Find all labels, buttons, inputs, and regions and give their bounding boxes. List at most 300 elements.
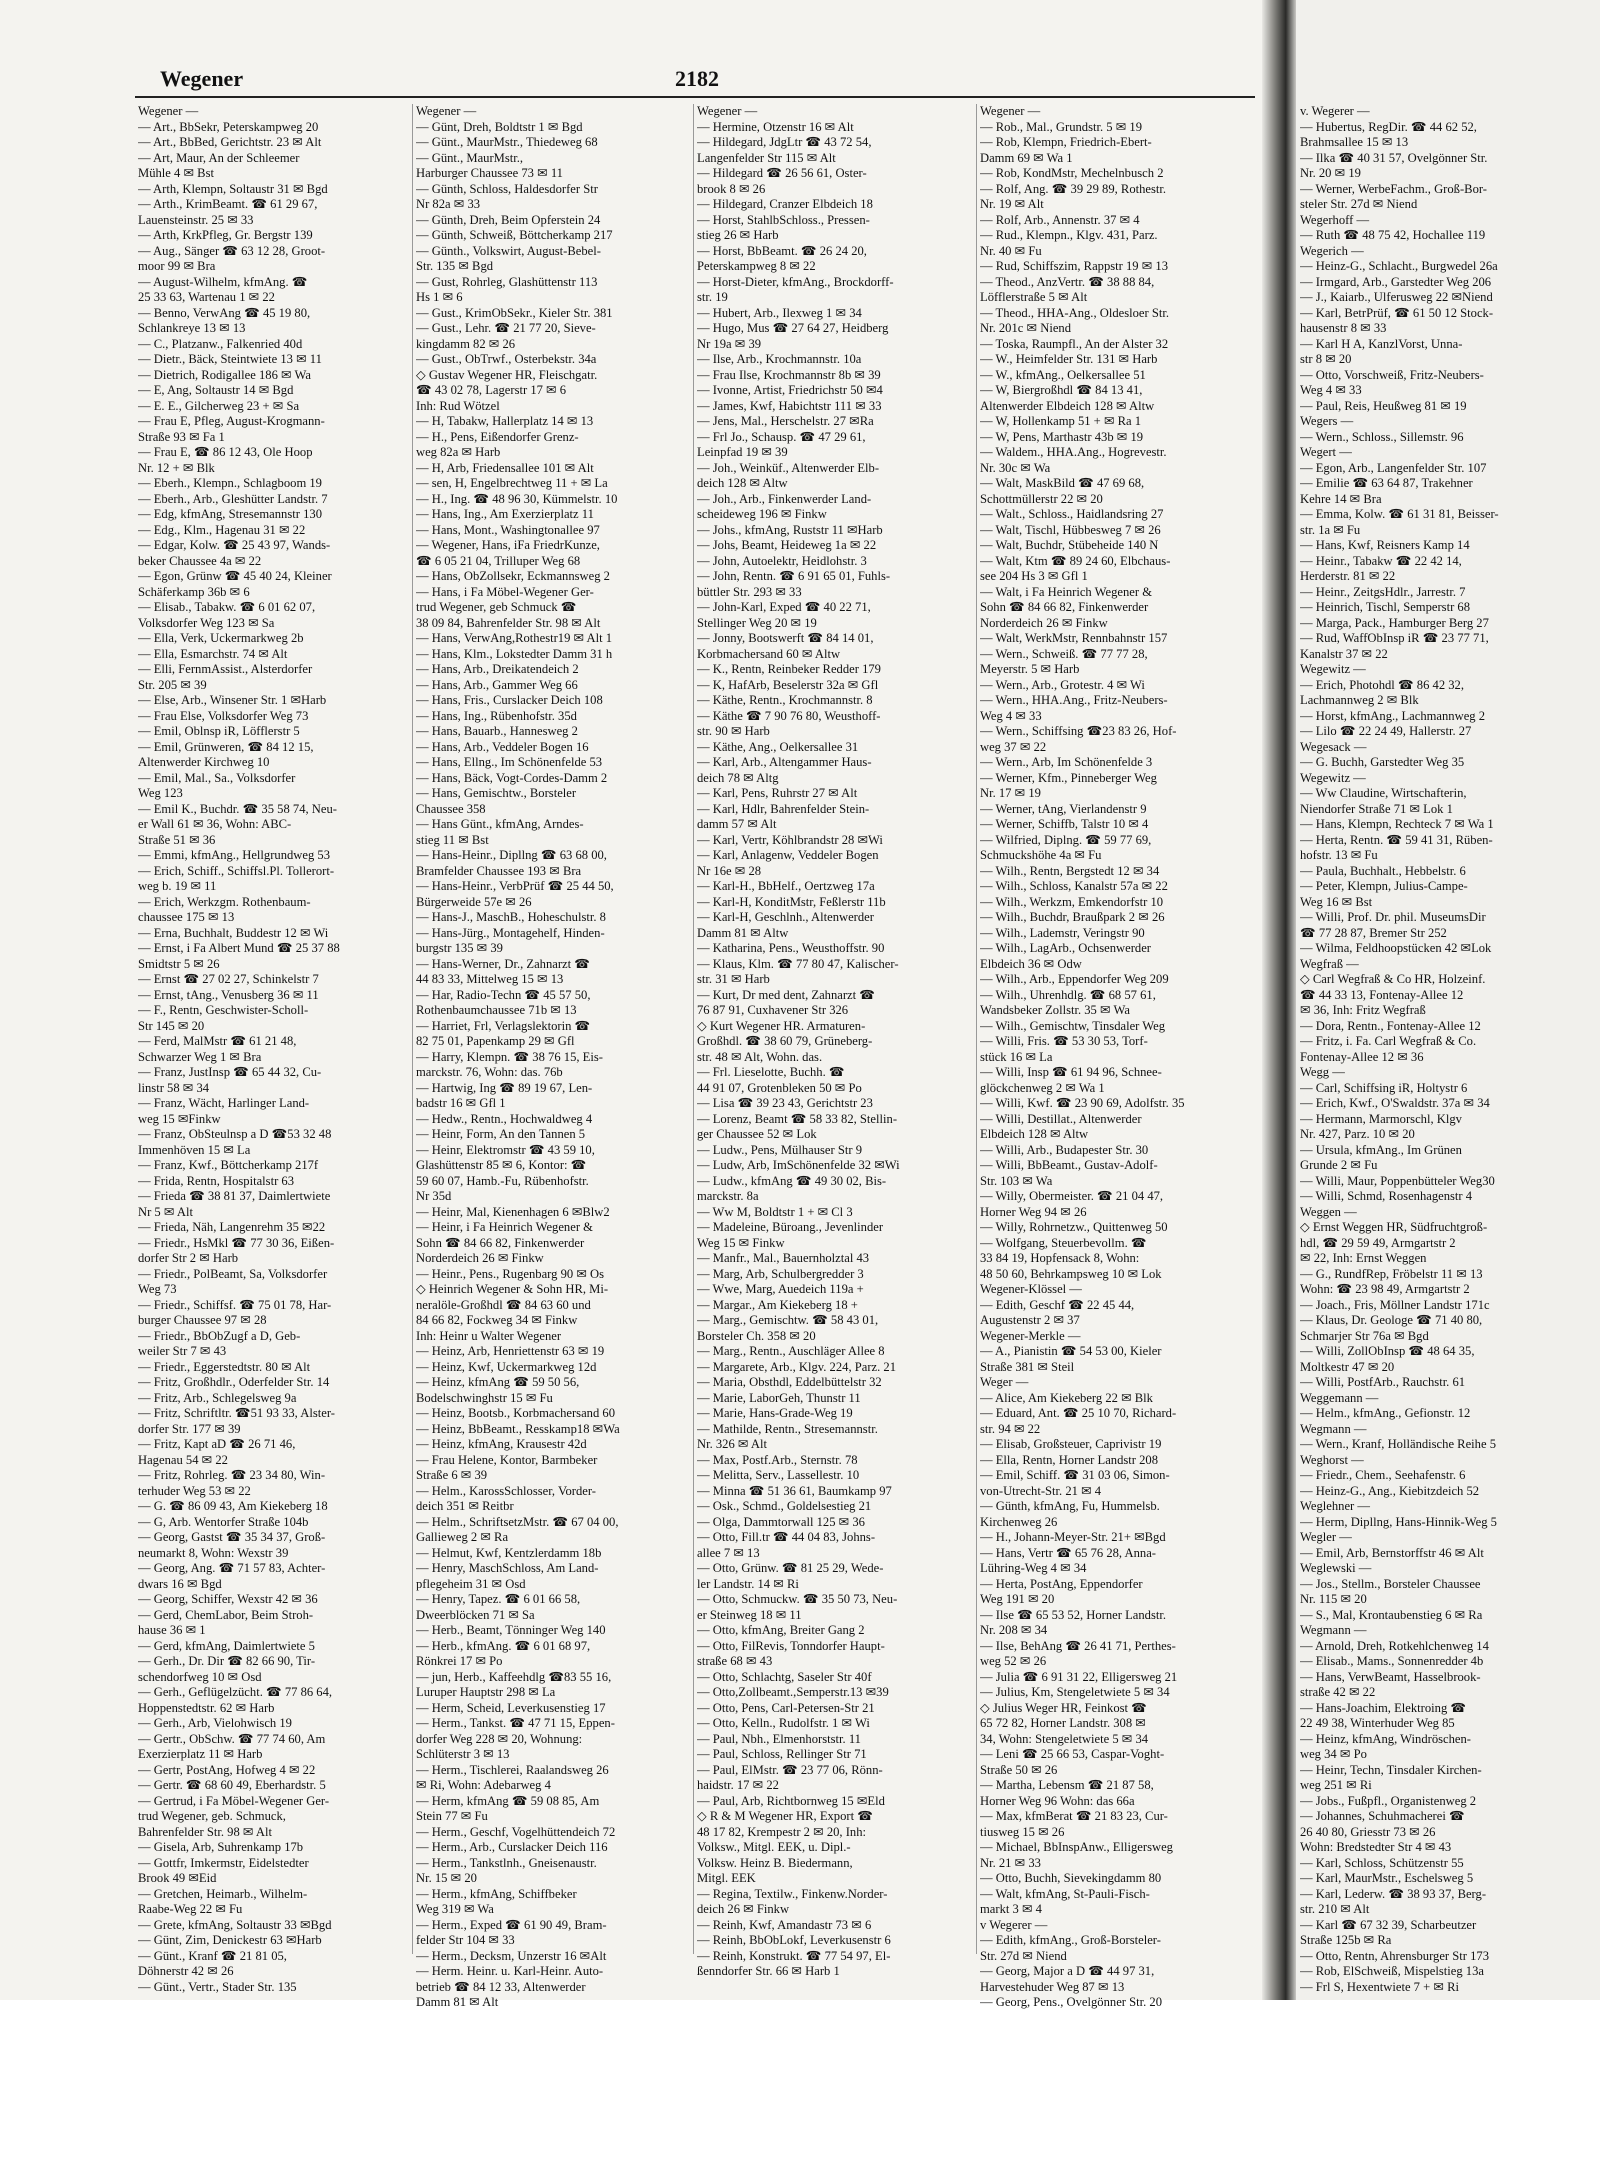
directory-column-1: [138, 104, 408, 1995]
directory-entry-line: — Hans, Vertr ☎ 65 76 28, Anna-: [980, 1545, 1157, 1560]
directory-entry-line: haidstr. 17 ✉ 22: [697, 1778, 779, 1792]
directory-entry-line: ☎ 44 33 13, Fontenay-Allee 12: [1300, 987, 1464, 1002]
directory-entry-line: — Joach., Fris, Möllner Landstr 171c: [1300, 1297, 1490, 1312]
directory-entry-line: Niendorfer Straße 71 ✉ Lok 1: [1300, 801, 1453, 816]
directory-entry-line: — Gertr. ☎ 68 60 49, Eberhardstr. 5: [138, 1778, 326, 1792]
directory-entry-line: — Elisab., Mams., Sonnenredder 4b: [1300, 1654, 1484, 1668]
directory-entry-line: 44 83 33, Mittelweg 15 ✉ 13: [416, 972, 564, 986]
directory-entry-line: linstr 58 ✉ 34: [138, 1080, 210, 1095]
directory-entry-line: — Franz, JustInsp ☎ 65 44 32, Cu-: [138, 1065, 322, 1079]
directory-entry-line: — Friedr., PolBeamt, Sa, Volksdorfer: [138, 1266, 328, 1281]
directory-entry-line: — Reinh, Kwf, Amandastr 73 ✉ 6: [697, 1917, 872, 1932]
directory-entry-line: ◇ Carl Wegfraß & Co HR, Holzeinf.: [1300, 972, 1486, 986]
directory-entry-line: — Heinz, Arb, Henriettenstr 63 ✉ 19: [416, 1344, 605, 1358]
header-rule: [135, 96, 1255, 98]
directory-entry-line: Lachmannweg 2 ✉ Blk: [1300, 693, 1419, 707]
directory-entry-line: — G, Arb. Wentorfer Straße 104b: [138, 1514, 309, 1529]
directory-entry-line: weg 15 ✉Finkw: [138, 1111, 221, 1126]
directory-entry-line: — Gerd, kfmAng, Daimlertwiete 5: [138, 1638, 315, 1653]
directory-entry-line: — Wilh., Arb., Eppendorfer Weg 209: [980, 972, 1169, 986]
directory-entry-line: — Heinr, i Fa Heinrich Wegener &: [416, 1220, 593, 1234]
directory-entry-line: Nr. 427, Parz. 10 ✉ 20: [1300, 1127, 1415, 1141]
directory-entry-line: — Herm, Scheid, Leverkusenstieg 17: [416, 1700, 606, 1715]
directory-entry-line: 84 66 82, Fockweg 34 ✉ Finkw: [416, 1313, 578, 1327]
directory-entry-line: Weg 16 ✉ Bst: [1300, 894, 1373, 909]
directory-entry-line: — Hildegard, JdgLtr ☎ 43 72 54,: [697, 135, 872, 149]
directory-entry-line: — Wilh., Werkzm, Emkendorfstr 10: [980, 894, 1164, 909]
directory-entry-line: str. 31 ✉ Harb: [697, 972, 770, 986]
directory-column-3: [697, 104, 967, 1980]
directory-entry-line: weg 34 ✉ Po: [1300, 1747, 1367, 1761]
directory-entry-line: — Frau E, Pfleg, August-Krogmann-: [138, 414, 325, 428]
directory-entry-line: Kehre 14 ✉ Bra: [1300, 491, 1382, 506]
directory-entry-line: — Osk., Schmd., Goldelsestieg 21: [697, 1499, 872, 1513]
directory-entry-line: — W, Pens, Marthastr 43b ✉ 19: [980, 429, 1144, 444]
directory-entry-line: Schlankreye 13 ✉ 13: [138, 321, 246, 335]
directory-entry-line: — Helm., kfmAng., Gefionstr. 12: [1300, 1406, 1471, 1420]
directory-entry-line: — Werner, WerbeFachm., Groß-Bor-: [1300, 181, 1487, 196]
directory-entry-line: Wohn: Bredstedter Str 4 ✉ 43: [1300, 1840, 1452, 1854]
directory-entry-line: — Lisa ☎ 39 23 43, Gerichtstr 23: [697, 1096, 873, 1110]
directory-entry-line: — Joh., Arb., Finkenwerder Land-: [697, 491, 872, 506]
directory-entry-line: 38 09 84, Bahrenfelder Str. 98 ✉ Alt: [416, 615, 601, 630]
directory-entry-line: — Herta, PostAng, Eppendorfer: [980, 1576, 1143, 1591]
directory-entry-line: — Friedr., BbObZugf a D, Geb-: [138, 1328, 301, 1343]
directory-entry-line: neralöle-Großhdl ☎ 84 63 60 und: [416, 1297, 591, 1312]
directory-entry-line: — Jonny, Bootswerft ☎ 84 14 01,: [697, 631, 874, 645]
directory-entry-line: Damm 81 ✉ Alt: [416, 1995, 499, 2009]
directory-entry-line: str. 1a ✉ Fu: [1300, 522, 1361, 537]
directory-entry-line: — H., Pens, Eißendorfer Grenz-: [416, 429, 579, 444]
directory-entry-line: — Karl, BetrPrüf, ☎ 61 50 12 Stock-: [1300, 305, 1494, 320]
directory-entry-line: — Fritz, Schriftltr. ☎51 93 33, Alster-: [138, 1406, 335, 1420]
directory-entry-line: — John, Autoelektr, Heidlohstr. 3: [697, 553, 867, 568]
directory-entry-line: Löfflerstraße 5 ✉ Alt: [980, 290, 1088, 304]
directory-entry-line: — Eberh., Arb., Gleshütter Landstr. 7: [138, 491, 328, 506]
directory-entry-line: — Günth., Volkswirt, August-Bebel-: [416, 243, 601, 258]
directory-entry-line: Weghorst —: [1300, 1452, 1364, 1467]
directory-entry-line: — Heinr., Pens., Rugenbarg 90 ✉ Os: [416, 1266, 605, 1281]
directory-entry-line: Nr 16e ✉ 28: [697, 863, 762, 878]
directory-entry-line: deich 128 ✉ Altw: [697, 476, 788, 490]
directory-entry-line: hdl, ☎ 29 59 49, Armgartstr 2: [1300, 1235, 1456, 1250]
directory-entry-line: — Lilo ☎ 22 24 49, Hallerstr. 27: [1300, 724, 1472, 738]
directory-entry-line: — Günt., Kranf ☎ 21 81 05,: [138, 1948, 287, 1963]
directory-entry-line: Str 145 ✉ 20: [138, 1018, 205, 1033]
directory-entry-line: pflegeheim 31 ✉ Osd: [416, 1576, 526, 1591]
directory-entry-line: — Eberh., Klempn., Schlagboom 19: [138, 476, 322, 490]
directory-entry-line: — H., Johann-Meyer-Str. 21+ ✉Bgd: [980, 1530, 1166, 1544]
directory-entry-line: dorfer Str. 177 ✉ 39: [138, 1421, 241, 1436]
directory-entry-line: — Horst, StahlbSchloss., Pressen-: [697, 212, 870, 227]
directory-entry-line: Korbmachersand 60 ✉ Altw: [697, 646, 841, 661]
directory-entry-line: schendorfweg 10 ✉ Osd: [138, 1669, 262, 1684]
directory-entry-line: — Otto, Rentn, Ahrensburger Str 173: [1300, 1948, 1490, 1963]
directory-entry-line: — Emil K., Buchdr. ☎ 35 58 74, Neu-: [138, 801, 337, 816]
directory-entry-line: Weglehner —: [1300, 1499, 1370, 1513]
directory-entry-line: — Hans, Gemischtw., Borsteler: [416, 786, 577, 800]
directory-entry-line: Nr. 20 ✉ 19: [1300, 166, 1361, 180]
directory-entry-line: Wegener —: [980, 104, 1041, 118]
directory-entry-line: Str. 27d ✉ Niend: [980, 1948, 1067, 1963]
directory-entry-line: — Frau Helene, Kontor, Barmbeker: [416, 1452, 598, 1467]
directory-entry-line: burgstr 135 ✉ 39: [416, 941, 503, 955]
directory-entry-line: — Friedr., HsMkl ☎ 77 30 36, Eißen-: [138, 1235, 335, 1250]
directory-entry-line: — Heinz, BbBeamt., Resskamp18 ✉Wa: [416, 1421, 620, 1436]
directory-entry-line: Nr. 326 ✉ Alt: [697, 1437, 768, 1451]
directory-entry-line: Wegerich —: [1300, 243, 1364, 258]
directory-entry-line: 44 91 07, Grotenbleken 50 ✉ Po: [697, 1080, 862, 1095]
directory-entry-line: — Heinr., ZeitgsHdlr., Jarrestr. 7: [1300, 584, 1466, 599]
directory-entry-line: — Herm., kfmAng, Schiffbeker: [416, 1886, 577, 1901]
directory-entry-line: — Wern., Kranf, Holländische Reihe 5: [1300, 1437, 1497, 1451]
directory-entry-line: — Edgar, Kolw. ☎ 25 43 97, Wands-: [138, 538, 331, 552]
directory-entry-line: — K, HafArb, Beselerstr 32a ✉ Gfl: [697, 677, 879, 692]
directory-entry-line: 82 75 01, Papenkamp 29 ✉ Gfl: [416, 1034, 575, 1048]
directory-entry-line: Wegener —: [697, 104, 758, 118]
directory-entry-line: Harvestehuder Weg 87 ✉ 13: [980, 1979, 1125, 1994]
directory-entry-line: — Ivonne, Artist, Friedrichstr 50 ✉4: [697, 383, 883, 397]
directory-entry-line: Wegener-Klössel —: [980, 1282, 1082, 1296]
directory-entry-line: — Michael, BbInspAnw., Elligersweg: [980, 1840, 1173, 1854]
directory-entry-line: — Helm., SchriftsetzMstr. ☎ 67 04 00,: [416, 1514, 619, 1529]
directory-entry-line: ☎ 6 05 21 04, Trilluper Weg 68: [416, 553, 581, 568]
directory-entry-line: — Gertr., ObSchw. ☎ 77 74 60, Am: [138, 1731, 326, 1746]
directory-entry-line: Damm 81 ✉ Altw: [697, 925, 789, 940]
directory-entry-line: — Karl-H, KonditMstr, Feßlerstr 11b: [697, 894, 886, 909]
directory-entry-line: Hagenau 54 ✉ 22: [138, 1452, 228, 1467]
directory-entry-line: — Paul, Nbh., Elmenhorststr. 11: [697, 1731, 861, 1746]
directory-entry-line: — Ilka ☎ 40 31 57, Ovelgönner Str.: [1300, 150, 1488, 165]
directory-entry-line: — Heinr, Form, An den Tannen 5: [416, 1127, 586, 1141]
directory-entry-line: — Alice, Am Kiekeberg 22 ✉ Blk: [980, 1390, 1153, 1405]
directory-entry-line: er Steinweg 18 ✉ 11: [697, 1607, 802, 1622]
directory-entry-line: — Heinr, Elektromstr ☎ 43 59 10,: [416, 1142, 595, 1157]
directory-entry-line: Grunde 2 ✉ Fu: [1300, 1158, 1378, 1172]
directory-entry-line: Wegener —: [138, 104, 199, 118]
directory-entry-line: — Hans, Klempn, Rechteck 7 ✉ Wa 1: [1300, 817, 1494, 831]
directory-entry-line: — Herm., Tankstlnh., Gneisenaustr.: [416, 1855, 597, 1870]
directory-entry-line: Bodelschwinghstr 15 ✉ Fu: [416, 1390, 553, 1405]
directory-entry-line: — Arth, KrkPfleg, Gr. Bergstr 139: [138, 228, 313, 242]
directory-entry-line: — Hermine, Otzenstr 16 ✉ Alt: [697, 119, 854, 134]
directory-entry-line: — Heinr, Mal, Kienenhagen 6 ✉Blw2: [416, 1204, 610, 1219]
directory-entry-line: — Hans, Bauarb., Hannesweg 2: [416, 724, 578, 738]
directory-entry-line: — Hans, Ellng., Im Schönenfelde 53: [416, 755, 603, 769]
directory-entry-line: — Rud., Klempn., Klgv. 431, Parz.: [980, 228, 1158, 242]
directory-entry-line: 33 84 19, Hopfensack 8, Wohn:: [980, 1251, 1140, 1265]
directory-entry-line: — Willi, PostfArb., Rauchstr. 61: [1300, 1375, 1466, 1389]
directory-entry-line: — Har, Radio-Techn ☎ 45 57 50,: [416, 987, 591, 1002]
directory-entry-line: — Karl, Hdlr, Bahrenfelder Stein-: [697, 801, 870, 816]
directory-entry-line: — Walt., Schloss., Haidlandsring 27: [980, 507, 1164, 521]
directory-entry-line: — Heinz, kfmAng ☎ 59 50 56,: [416, 1375, 580, 1389]
directory-entry-line: — Elli, FernmAssist., Alsterdorfer: [138, 662, 313, 676]
directory-entry-line: — Art., BbBed, Gerichtstr. 23 ✉ Alt: [138, 135, 322, 149]
directory-entry-line: — Hans-Heinr., VerbPrüf ☎ 25 44 50,: [416, 879, 614, 893]
directory-entry-line: — Lorenz, Beamt ☎ 58 33 82, Stellin-: [697, 1111, 898, 1126]
directory-entry-line: Augustenstr 2 ✉ 37: [980, 1313, 1080, 1327]
directory-entry-line: — Karl-H., BbHelf., Oertzweg 17a: [697, 879, 875, 893]
directory-entry-line: dorfer Str 2 ✉ Harb: [138, 1251, 239, 1265]
directory-entry-line: Moltkestr 47 ✉ 20: [1300, 1359, 1395, 1374]
directory-entry-line: — Horst, BbBeamt. ☎ 26 24 20,: [697, 243, 867, 258]
directory-entry-line: — Paul, ElMstr. ☎ 23 77 06, Rönn-: [697, 1762, 883, 1777]
directory-entry-line: — Eduard, Ant. ☎ 25 10 70, Richard-: [980, 1406, 1177, 1420]
directory-entry-line: tiusweg 15 ✉ 26: [980, 1824, 1065, 1839]
directory-entry-line: Fontenay-Allee 12 ✉ 36: [1300, 1049, 1424, 1064]
directory-entry-line: badstr 16 ✉ Gfl 1: [416, 1096, 506, 1110]
directory-entry-line: deich 78 ✉ Altg: [697, 770, 779, 785]
directory-entry-line: Weggen —: [1300, 1204, 1357, 1219]
directory-entry-line: — Mathilde, Rentn., Stresemannstr.: [697, 1421, 878, 1436]
directory-entry-line: Lühring-Weg 4 ✉ 34: [980, 1561, 1087, 1575]
directory-entry-line: — Frau E, ☎ 86 12 43, Ole Hoop: [138, 445, 313, 459]
directory-entry-line: — Herm. Heinr. u. Karl-Heinr. Auto-: [416, 1964, 604, 1978]
directory-entry-line: — Georg, Major a D ☎ 44 97 31,: [980, 1964, 1155, 1978]
directory-entry-line: — Wilh., LagArb., Ochsenwerder: [980, 941, 1151, 955]
directory-entry-line: — Katharina, Pens., Weusthoffstr. 90: [697, 941, 885, 955]
directory-entry-line: — Willi, ZollObInsp ☎ 48 64 35,: [1300, 1344, 1475, 1358]
directory-entry-line: — A., Pianistin ☎ 54 53 00, Kieler: [980, 1344, 1162, 1358]
directory-entry-line: — Fritz, Rohrleg. ☎ 23 34 80, Win-: [138, 1468, 326, 1482]
directory-entry-line: Bramfelder Chaussee 193 ✉ Bra: [416, 863, 582, 878]
directory-entry-line: — Hans, Mont., Washingtonallee 97: [416, 522, 600, 537]
directory-entry-line: Döhnerstr 42 ✉ 26: [138, 1964, 234, 1978]
directory-entry-line: Brahmsallee 15 ✉ 13: [1300, 135, 1409, 149]
directory-entry-line: — Theod., HHA-Ang., Oldesloer Str.: [980, 305, 1170, 320]
directory-entry-line: — C., Platzanw., Falkenried 40d: [138, 336, 303, 351]
page-header: [160, 60, 1255, 100]
header-guide-word: Wegener: [160, 66, 244, 91]
bottom-margin: [0, 2000, 1600, 2177]
directory-entry-line: — Emilie ☎ 63 64 87, Trakehner: [1300, 476, 1473, 490]
directory-entry-line: — Olga, Dammtorwall 125 ✉ 36: [697, 1514, 865, 1529]
directory-entry-line: — Arth., KrimBeamt. ☎ 61 29 67,: [138, 197, 318, 211]
directory-entry-line: Schottmüllerstr 22 ✉ 20: [980, 491, 1103, 506]
directory-entry-line: — Erich, Photohdl ☎ 86 42 32,: [1300, 677, 1465, 692]
directory-entry-line: Inh: Rud Wötzel: [416, 398, 500, 413]
directory-entry-line: — Herm., Exped ☎ 61 90 49, Bram-: [416, 1917, 607, 1932]
directory-entry-line: Damm 69 ✉ Wa 1: [980, 150, 1073, 165]
directory-entry-line: 65 72 82, Horner Landstr. 308 ✉: [980, 1716, 1146, 1730]
directory-entry-line: — Dietr., Bäck, Steintwiete 13 ✉ 11: [138, 352, 322, 366]
directory-entry-line: str 8 ✉ 20: [1300, 352, 1352, 366]
directory-entry-line: — Elisab., Tabakw. ☎ 6 01 62 07,: [138, 600, 316, 614]
directory-entry-line: Schmarjer Str 76a ✉ Bgd: [1300, 1328, 1429, 1343]
directory-entry-line: — Art, Maur, An der Schleemer: [138, 150, 300, 165]
directory-entry-line: Bürgerweide 57e ✉ 26: [416, 894, 532, 909]
directory-entry-line: — Melitta, Serv., Lassellestr. 10: [697, 1468, 860, 1482]
directory-entry-line: ßenndorfer Str. 66 ✉ Harb 1: [697, 1964, 840, 1978]
directory-entry-line: — Madeleine, Büroang., Jevenlinder: [697, 1220, 884, 1234]
directory-entry-line: — Hans, Arb., Gammer Weg 66: [416, 677, 578, 692]
directory-entry-line: — Fritz, Arb., Schlegelsweg 9a: [138, 1390, 297, 1405]
directory-entry-line: — Julius, Km, Stengeletwiete 5 ✉ 34: [980, 1685, 1170, 1699]
directory-entry-line: — Willy, Rohrnetzw., Quittenweg 50: [980, 1220, 1168, 1234]
directory-entry-line: Raabe-Weg 22 ✉ Fu: [138, 1902, 243, 1916]
directory-entry-line: Schlüterstr 3 ✉ 13: [416, 1747, 510, 1761]
directory-entry-line: — Wolfgang, Steuerbevollm. ☎: [980, 1235, 1147, 1250]
directory-entry-line: — Friedr., Chem., Seehafenstr. 6: [1300, 1468, 1466, 1482]
directory-entry-line: — Erich, Schiff., Schiffsl.Pl. Tollerort-: [138, 863, 335, 878]
directory-entry-line: — Fritz, Kapt aD ☎ 26 71 46,: [138, 1437, 296, 1451]
directory-entry-line: — Gertrud, i Fa Möbel-Wegener Ger-: [138, 1793, 330, 1808]
directory-entry-line: — Heinz, Kwf, Uckermarkweg 12d: [416, 1359, 597, 1374]
directory-entry-line: — Ludw., kfmAng ☎ 49 30 02, Bis-: [697, 1173, 887, 1188]
directory-entry-line: — Marie, LaborGeh, Thunstr 11: [697, 1390, 861, 1405]
directory-entry-line: hofstr. 13 ✉ Fu: [1300, 848, 1378, 862]
directory-entry-line: Hoppenstedtstr. 62 ✉ Harb: [138, 1700, 275, 1715]
directory-entry-line: — John-Karl, Exped ☎ 40 22 71,: [697, 600, 871, 614]
directory-entry-line: — Peter, Klempn, Julius-Campe-: [1300, 879, 1468, 893]
directory-entry-line: 34, Wohn: Stengeletwiete 5 ✉ 34: [980, 1731, 1149, 1746]
directory-entry-line: — Hans, VerwAng,Rothestr19 ✉ Alt 1: [416, 631, 613, 645]
directory-entry-line: — G. Buchh, Garstedter Weg 35: [1300, 755, 1465, 769]
directory-entry-line: — Benno, VerwAng ☎ 45 19 80,: [138, 305, 311, 320]
directory-entry-line: Nr. 19 ✉ Alt: [980, 197, 1044, 211]
directory-entry-line: — Hildegard, Cranzer Elbdeich 18: [697, 197, 873, 211]
directory-entry-line: — Friedr., Schiffsf. ☎ 75 01 78, Har-: [138, 1297, 332, 1312]
directory-entry-line: — Wilh., Gemischtw, Tinsdaler Weg: [980, 1018, 1166, 1033]
directory-entry-line: kingdamm 82 ✉ 26: [416, 336, 516, 351]
directory-entry-line: — Werner, Kfm., Pinneberger Weg: [980, 770, 1157, 785]
directory-entry-line: — Walt, i Fa Heinrich Wegener &: [980, 584, 1153, 599]
directory-entry-line: Borsteler Ch. 358 ✉ 20: [697, 1328, 816, 1343]
directory-entry-line: Weg 319 ✉ Wa: [416, 1902, 494, 1916]
directory-entry-line: — Otto, Schmuckw. ☎ 35 50 73, Neu-: [697, 1592, 898, 1606]
directory-entry-line: — Helm., KarossSchlosser, Vorder-: [416, 1483, 596, 1498]
directory-entry-line: — Wilh., Schloss, Kanalstr 57a ✉ 22: [980, 879, 1168, 893]
directory-entry-line: — Karl, Pens, Ruhrstr 27 ✉ Alt: [697, 786, 858, 800]
directory-entry-line: — Frl. Lieselotte, Buchh. ☎: [697, 1065, 845, 1079]
directory-entry-line: — Jens, Mal., Herschelstr. 27 ✉Ra: [697, 414, 874, 428]
directory-entry-line: — Heinz-G., Ang., Kiebitzdeich 52: [1300, 1483, 1480, 1498]
directory-entry-line: — Hubertus, RegDir. ☎ 44 62 52,: [1300, 119, 1477, 134]
directory-entry-line: — Günth, Schweiß, Böttcherkamp 217: [416, 228, 613, 242]
directory-entry-line: str. 48 ✉ Alt, Wohn. das.: [697, 1049, 823, 1064]
directory-entry-line: — Regina, Textilw., Finkenw.Norder-: [697, 1886, 888, 1901]
directory-entry-line: 22 49 38, Winterhuder Weg 85: [1300, 1716, 1455, 1730]
directory-entry-line: — Herm., Arb., Curslacker Deich 116: [416, 1840, 608, 1854]
directory-entry-line: — Gust, Rohrleg, Glashüttenstr 113: [416, 274, 598, 289]
directory-entry-line: Wegewitz —: [1300, 770, 1366, 785]
directory-entry-line: — Günth, Schloss, Haldesdorfer Str: [416, 181, 598, 196]
directory-entry-line: — Fritz, Großhdlr., Oderfelder Str. 14: [138, 1375, 330, 1389]
directory-entry-line: — S., Mal, Krontaubenstieg 6 ✉ Ra: [1300, 1607, 1483, 1622]
directory-entry-line: Elbdeich 128 ✉ Altw: [980, 1127, 1089, 1141]
directory-entry-line: — Max, Postf.Arb., Sternstr. 78: [697, 1452, 858, 1467]
directory-entry-line: — Ernst, i Fa Albert Mund ☎ 25 37 88: [138, 941, 340, 955]
directory-entry-line: — sen, H, Engelbrechtweg 11 + ✉ La: [416, 476, 608, 490]
directory-entry-line: Wegler —: [1300, 1530, 1352, 1544]
directory-entry-line: Langenfelder Str 115 ✉ Alt: [697, 150, 836, 165]
directory-entry-line: — Dora, Rentn., Fontenay-Allee 12: [1300, 1018, 1481, 1033]
directory-entry-line: ✉ Ri, Wohn: Adebarweg 4: [416, 1778, 551, 1792]
directory-entry-line: — Egon, Grünw ☎ 45 40 24, Kleiner: [138, 569, 332, 583]
directory-entry-line: — Willi, Fris. ☎ 53 30 53, Torf-: [980, 1034, 1148, 1048]
directory-entry-line: Nr. 115 ✉ 20: [1300, 1592, 1367, 1606]
directory-entry-line: — Johs, Beamt, Heideweg 1a ✉ 22: [697, 538, 877, 552]
directory-entry-line: trud Wegener, geb Schmuck ☎: [416, 600, 577, 614]
directory-entry-line: — Georg, Ang. ☎ 71 57 83, Achter-: [138, 1561, 326, 1575]
directory-entry-line: — Gust., ObTrwf., Osterbekstr. 34a: [416, 352, 597, 366]
directory-entry-line: ✉ 22, Inh: Ernst Weggen: [1300, 1251, 1427, 1265]
directory-entry-line: — Heinz, Bootsb., Korbmachersand 60: [416, 1406, 616, 1420]
directory-entry-line: Str. 135 ✉ Bgd: [416, 259, 494, 273]
directory-entry-line: — Walt, Ktm ☎ 89 24 60, Elbchaus-: [980, 553, 1171, 568]
directory-entry-line: — Karl, MaurMstr., Eschelsweg 5: [1300, 1871, 1474, 1885]
directory-entry-line: — Reinh, Konstrukt. ☎ 77 54 97, El-: [697, 1948, 891, 1963]
directory-entry-line: Volksw., Mitgl. EEK, u. Dipl.-: [697, 1840, 851, 1854]
directory-entry-line: betrieb ☎ 84 12 33, Altenwerder: [416, 1979, 586, 1994]
directory-entry-line: — Willi, Destillat., Altenwerder: [980, 1111, 1142, 1126]
directory-entry-line: — Hugo, Mus ☎ 27 64 27, Heidberg: [697, 321, 889, 335]
directory-entry-line: — Emmi, kfmAng., Hellgrundweg 53: [138, 848, 331, 862]
directory-entry-line: Nr. 17 ✉ 19: [980, 786, 1041, 800]
directory-entry-line: — Günt., Vertr., Stader Str. 135: [138, 1979, 297, 1994]
directory-entry-line: — E. E., Gilcherweg 23 + ✉ Sa: [138, 398, 300, 413]
directory-entry-line: str. 90 ✉ Harb: [697, 724, 770, 738]
directory-entry-line: — Ludw., Pens, Mülhauser Str 9: [697, 1142, 862, 1157]
directory-entry-line: — Max, kfmBerat ☎ 21 83 23, Cur-: [980, 1809, 1168, 1823]
directory-entry-line: chaussee 175 ✉ 13: [138, 910, 235, 924]
directory-entry-line: deich 26 ✉ Finkw: [697, 1902, 790, 1916]
directory-entry-line: — Gerd, ChemLabor, Beim Stroh-: [138, 1607, 314, 1622]
directory-entry-line: — Gertr, PostAng, Hofweg 4 ✉ 22: [138, 1762, 316, 1777]
directory-entry-line: — Wilma, Feldhoopstücken 42 ✉Lok: [1300, 941, 1492, 955]
directory-entry-line: — Otto, Grünw. ☎ 81 25 29, Wede-: [697, 1561, 884, 1575]
directory-entry-line: — Hans, Ing., Am Exerzierplatz 11: [416, 507, 594, 521]
directory-entry-line: 48 50 60, Behrkampsweg 10 ✉ Lok: [980, 1266, 1162, 1281]
directory-entry-line: weg 251 ✉ Ri: [1300, 1778, 1372, 1792]
directory-entry-line: — Hildegard ☎ 26 56 61, Oster-: [697, 166, 867, 180]
directory-entry-line: Wohn: ☎ 23 98 49, Armgartstr 2: [1300, 1282, 1470, 1296]
directory-entry-line: stieg 26 ✉ Harb: [697, 228, 779, 242]
directory-entry-line: — Paula, Buchhalt., Hebbelstr. 6: [1300, 863, 1466, 878]
directory-entry-line: scheideweg 196 ✉ Finkw: [697, 507, 827, 521]
directory-entry-line: — Edg, kfmAng, Stresemannstr 130: [138, 507, 322, 521]
directory-entry-line: Horner Weg 96 Wohn: das 66a: [980, 1793, 1135, 1808]
directory-entry-line: — Herm., Decksm, Unzerstr 16 ✉Alt: [416, 1948, 607, 1963]
directory-entry-line: — Edg., Klm., Hagenau 31 ✉ 22: [138, 522, 306, 537]
directory-entry-line: — Gust., KrimObSekr., Kieler Str. 381: [416, 305, 613, 320]
directory-entry-line: trud Wegener, geb. Schmuck,: [138, 1809, 286, 1823]
directory-entry-line: dorfer Weg 228 ✉ 20, Wohnung:: [416, 1731, 583, 1746]
directory-entry-line: — Wern., HHA.Ang., Fritz-Neubers-: [980, 693, 1168, 707]
directory-entry-line: — Frieda ☎ 38 81 37, Daimlertwiete: [138, 1189, 331, 1203]
directory-entry-line: — Käthe, Ang., Oelkersallee 31: [697, 739, 859, 754]
directory-entry-line: — Toska, Raumpfl., An der Alster 32: [980, 336, 1169, 351]
directory-entry-line: Weg 123: [138, 786, 183, 800]
directory-entry-line: Nr. 15 ✉ 20: [416, 1871, 477, 1885]
directory-entry-line: weg 37 ✉ 22: [980, 739, 1047, 754]
directory-entry-line: weg 52 ✉ 26: [980, 1654, 1047, 1668]
directory-entry-line: — Art., BbSekr, Peterskampweg 20: [138, 119, 319, 134]
directory-entry-line: — Hedw., Rentn., Hochwaldweg 4: [416, 1111, 593, 1126]
directory-entry-line: Stellinger Weg 20 ✉ 19: [697, 615, 817, 630]
directory-entry-line: Kirchenweg 26: [980, 1514, 1058, 1529]
directory-entry-line: — W., kfmAng., Oelkersallee 51: [980, 367, 1146, 382]
directory-entry-line: — Hans, Fris., Curslacker Deich 108: [416, 693, 603, 707]
directory-entry-line: — Gerh., Dr. Dir ☎ 82 66 90, Tir-: [138, 1654, 316, 1668]
directory-entry-line: Weg 191 ✉ 20: [980, 1592, 1055, 1606]
directory-entry-line: — Horst, kfmAng., Lachmannweg 2: [1300, 708, 1486, 723]
directory-entry-line: — Friedr., Eggerstedtstr. 80 ✉ Alt: [138, 1359, 311, 1374]
directory-entry-line: weg 82a ✉ Harb: [416, 445, 501, 459]
directory-entry-line: — Herm, kfmAng ☎ 59 08 85, Am: [416, 1793, 600, 1808]
directory-entry-line: — Marg., Rentn., Auschläger Allee 8: [697, 1344, 885, 1358]
